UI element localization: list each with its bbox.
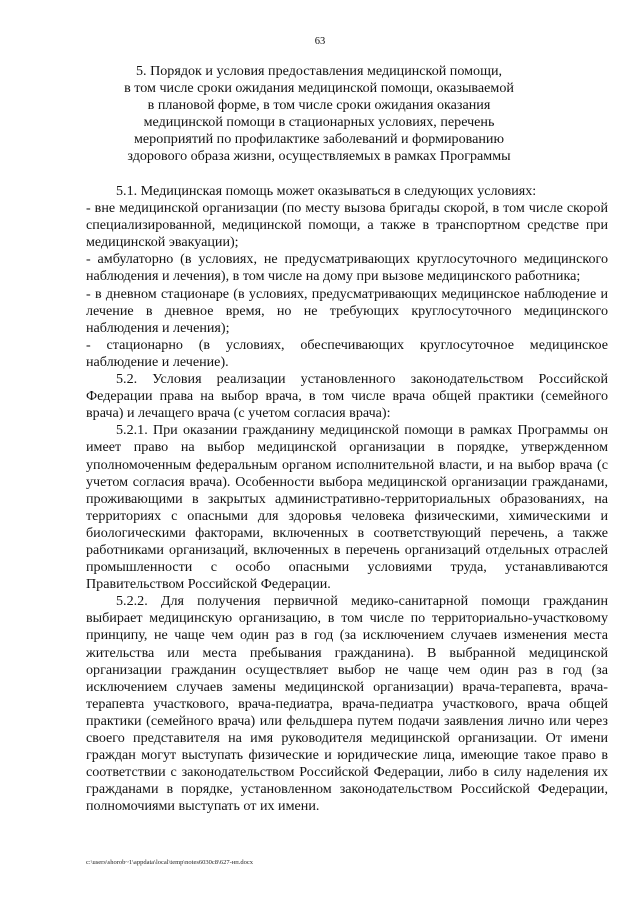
section-title-line: здорового образа жизни, осуществляемых в рамках Программы: [127, 148, 511, 165]
paragraph-5-2: 5.2. Условия реализации установленного законодательством Российской Федерации права на выбор врача, в том числе врача общей практики (семейного врача) и лечащего врача (с учетом согласия врача):: [86, 371, 608, 422]
section-title-line: в том числе сроки ожидания медицинской помощи, оказываемой: [124, 80, 514, 97]
paragraph-5-2-2: 5.2.2. Для получения первичной медико-санитарной помощи гражданин выбирает медицинскую организацию, в том числе по территориально-участковому принципу, не чаще чем один раз в год (за исключением случаев изменения места жительства или места пребывания гражданина). В выбранной медицинской организации гражданин осуществляет выбор не чаще чем один раз в год (за исключением случаев замены медицинской организации) врача-терапевта, врача-терапевта участкового, врача-педиатра, врача-педиатра участкового, врача общей практики (семейного врача) или фельдшера путем подачи заявления лично или через своего представителя на имя руководителя медицинской организации. От имени граждан могут выступать физические и юридические лица, имеющие такое право в соответствии с законодательством Российской Федерации, либо в силу наделения их гражданами в порядке, установленном законодательством Российской Федерации, полномочиями выступать от их имени.: [86, 593, 608, 815]
section-title-line: в плановой форме, в том числе сроки ожидания оказания: [147, 97, 491, 114]
document-body: [86, 183, 608, 815]
section-title-line: мероприятий по профилактике заболеваний и формированию: [134, 131, 504, 148]
section-title-line: 5. Порядок и условия предоставления медицинской помощи,: [135, 63, 503, 79]
page-number: 63: [314, 36, 326, 47]
list-item-inpatient: - стационарно (в условиях, обеспечивающих круглосуточное медицинское наблюдение и лечение).: [86, 336, 608, 370]
list-item-outside-organization: - вне медицинской организации (по месту вызова бригады скорой, в том числе скорой специализированной, медицинской помощи, а также в транспортном средстве при медицинской эвакуации);: [86, 200, 608, 251]
list-item-outpatient: - амбулаторно (в условиях, не предусматривающих круглосуточного медицинского наблюдения и лечения), в том числе на дому при вызове медицинского работника;: [86, 251, 608, 285]
section-title: [98, 63, 540, 166]
paragraph-5-1: 5.1. Медицинская помощь может оказываться в следующих условиях:: [116, 183, 537, 199]
paragraph-5-2-1: 5.2.1. При оказании гражданину медицинской помощи в рамках Программы он имеет право на выбор медицинской организации в порядке, утвержденном уполномоченным федеральным органом исполнительной власти, и на выбор врача (с учетом согласия врача). Особенности выбора медицинской организации гражданами, проживающими в закрытых административно-территориальных образованиях, на территориях с опасными для здоровья человека физическими, химическими и биологическими факторами, включенных в соответствующий перечень, а также работниками организаций, включенных в перечень организаций отдельных отраслей промышленности с особо опасными условиями труда, устанавливаются Правительством Российской Федерации.: [86, 422, 608, 593]
footer-file-path: c:\users\shorob~1\appdata\local\temp\notes6030c8\627-нп.docx: [86, 859, 253, 866]
section-title-line: медицинской помощи в стационарных условиях, перечень: [143, 114, 495, 131]
list-item-day-hospital: - в дневном стационаре (в условиях, предусматривающих медицинское наблюдение и лечение в дневное время, но не требующих круглосуточного медицинского наблюдения и лечения);: [86, 285, 608, 336]
